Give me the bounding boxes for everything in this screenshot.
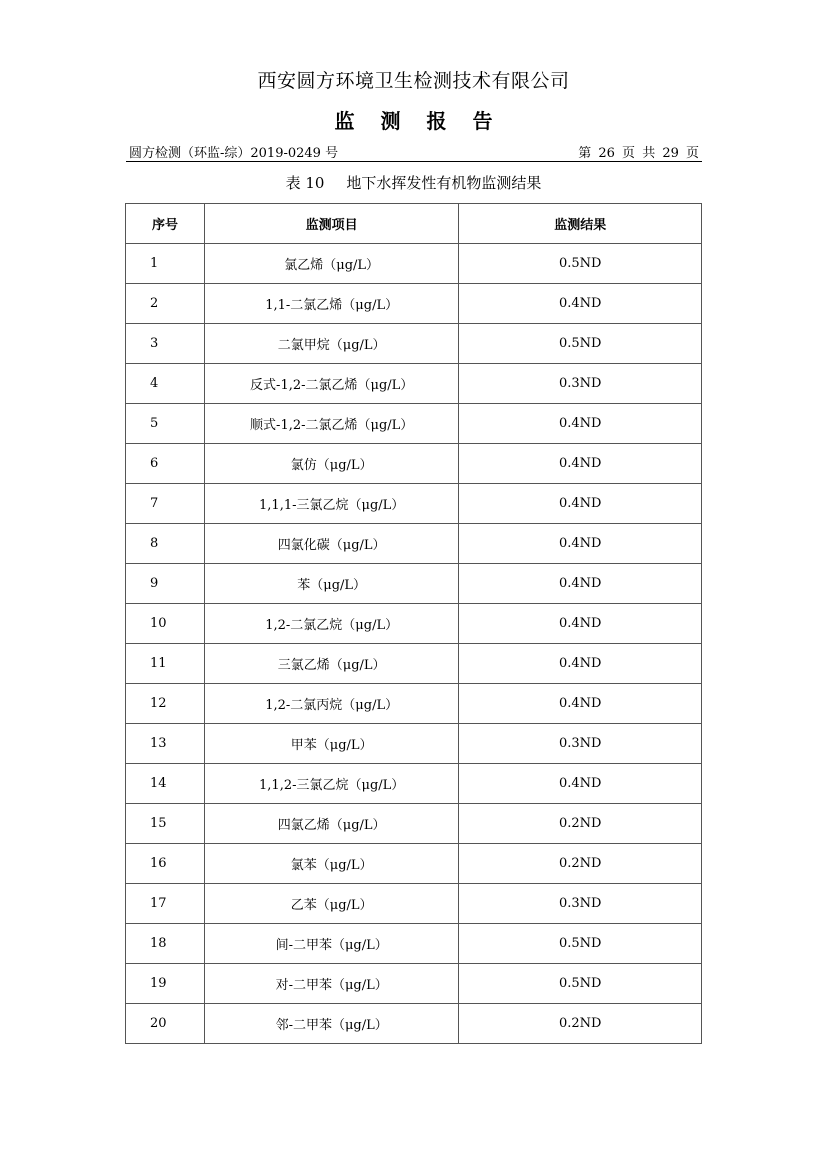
page-info: 第 26 页 共 29 页 bbox=[578, 146, 699, 161]
company-name: 西安圆方环境卫生检测技术有限公司 bbox=[257, 70, 570, 92]
table-row bbox=[126, 844, 702, 884]
table-row bbox=[126, 804, 702, 844]
table-row bbox=[126, 764, 702, 804]
row-item: 1,1,1-三氯乙烷（μg/L） bbox=[204, 484, 459, 524]
row-seq: 8 bbox=[126, 524, 205, 564]
row-item: 对-二甲苯（μg/L） bbox=[204, 964, 459, 1004]
row-item: 1,1-二氯乙烯（μg/L） bbox=[204, 284, 459, 324]
row-item: 间-二甲苯（μg/L） bbox=[204, 924, 459, 964]
table-caption-number: 表 10 bbox=[285, 174, 325, 192]
row-result: 0.4ND bbox=[459, 764, 702, 804]
row-item: 反式-1,2-二氯乙烯（μg/L） bbox=[204, 364, 459, 404]
table-row bbox=[126, 524, 702, 564]
table-row bbox=[126, 484, 702, 524]
row-item: 四氯化碳（μg/L） bbox=[204, 524, 459, 564]
report-title-char: 监 bbox=[334, 109, 355, 133]
row-result: 0.5ND bbox=[459, 964, 702, 1004]
table-row bbox=[126, 604, 702, 644]
results-table-body bbox=[126, 244, 702, 1044]
row-seq: 1 bbox=[126, 244, 205, 284]
table-row bbox=[126, 924, 702, 964]
row-result: 0.4ND bbox=[459, 644, 702, 684]
row-item: 氯仿（μg/L） bbox=[204, 444, 459, 484]
header-seq: 序号 bbox=[126, 204, 205, 244]
row-item: 三氯乙烯（μg/L） bbox=[204, 644, 459, 684]
row-seq: 15 bbox=[126, 804, 205, 844]
row-item: 1,2-二氯丙烷（μg/L） bbox=[204, 684, 459, 724]
table-row bbox=[126, 964, 702, 1004]
row-seq: 3 bbox=[126, 324, 205, 364]
row-item: 氯乙烯（μg/L） bbox=[204, 244, 459, 284]
report-title-char: 告 bbox=[472, 109, 493, 133]
report-number: 圆方检测（环监-综）2019-0249 号 bbox=[129, 146, 339, 161]
row-seq: 2 bbox=[126, 284, 205, 324]
row-item: 二氯甲烷（μg/L） bbox=[204, 324, 459, 364]
results-table bbox=[125, 203, 702, 1044]
row-result: 0.4ND bbox=[459, 684, 702, 724]
table-row bbox=[126, 364, 702, 404]
row-result: 0.4ND bbox=[459, 284, 702, 324]
row-result: 0.5ND bbox=[459, 244, 702, 284]
header-result: 监测结果 bbox=[459, 204, 702, 244]
table-row bbox=[126, 644, 702, 684]
row-item: 四氯乙烯（μg/L） bbox=[204, 804, 459, 844]
table-row bbox=[126, 1004, 702, 1044]
row-seq: 12 bbox=[126, 684, 205, 724]
row-result: 0.3ND bbox=[459, 724, 702, 764]
row-result: 0.3ND bbox=[459, 364, 702, 404]
header-item: 监测项目 bbox=[204, 204, 459, 244]
row-result: 0.4ND bbox=[459, 404, 702, 444]
row-seq: 18 bbox=[126, 924, 205, 964]
table-caption-text: 地下水挥发性有机物监测结果 bbox=[346, 174, 542, 192]
row-item: 苯（μg/L） bbox=[204, 564, 459, 604]
report-title-char: 报 bbox=[426, 109, 447, 133]
table-row bbox=[126, 684, 702, 724]
row-item: 邻-二甲苯（μg/L） bbox=[204, 1004, 459, 1044]
table-row bbox=[126, 284, 702, 324]
table-row bbox=[126, 724, 702, 764]
row-result: 0.5ND bbox=[459, 324, 702, 364]
table-row bbox=[126, 244, 702, 284]
report-title-char: 测 bbox=[380, 109, 401, 133]
row-seq: 17 bbox=[126, 884, 205, 924]
row-seq: 11 bbox=[126, 644, 205, 684]
row-seq: 16 bbox=[126, 844, 205, 884]
table-row bbox=[126, 884, 702, 924]
row-item: 1,2-二氯乙烷（μg/L） bbox=[204, 604, 459, 644]
report-title bbox=[0, 105, 827, 134]
row-seq: 6 bbox=[126, 444, 205, 484]
report-meta-row bbox=[126, 140, 702, 162]
row-result: 0.4ND bbox=[459, 604, 702, 644]
row-item: 1,1,2-三氯乙烷（μg/L） bbox=[204, 764, 459, 804]
row-item: 乙苯（μg/L） bbox=[204, 884, 459, 924]
row-result: 0.3ND bbox=[459, 884, 702, 924]
row-result: 0.5ND bbox=[459, 924, 702, 964]
row-seq: 20 bbox=[126, 1004, 205, 1044]
row-item: 顺式-1,2-二氯乙烯（μg/L） bbox=[204, 404, 459, 444]
row-item: 氯苯（μg/L） bbox=[204, 844, 459, 884]
row-seq: 13 bbox=[126, 724, 205, 764]
row-item: 甲苯（μg/L） bbox=[204, 724, 459, 764]
row-result: 0.2ND bbox=[459, 804, 702, 844]
row-seq: 10 bbox=[126, 604, 205, 644]
table-header-row bbox=[126, 204, 702, 244]
table-row bbox=[126, 404, 702, 444]
row-seq: 19 bbox=[126, 964, 205, 1004]
table-row bbox=[126, 564, 702, 604]
row-result: 0.2ND bbox=[459, 1004, 702, 1044]
row-seq: 14 bbox=[126, 764, 205, 804]
row-seq: 9 bbox=[126, 564, 205, 604]
row-result: 0.4ND bbox=[459, 444, 702, 484]
row-result: 0.4ND bbox=[459, 484, 702, 524]
row-result: 0.2ND bbox=[459, 844, 702, 884]
row-seq: 4 bbox=[126, 364, 205, 404]
table-row bbox=[126, 444, 702, 484]
table-row bbox=[126, 324, 702, 364]
row-result: 0.4ND bbox=[459, 524, 702, 564]
row-seq: 5 bbox=[126, 404, 205, 444]
row-result: 0.4ND bbox=[459, 564, 702, 604]
table-caption bbox=[0, 172, 827, 193]
row-seq: 7 bbox=[126, 484, 205, 524]
